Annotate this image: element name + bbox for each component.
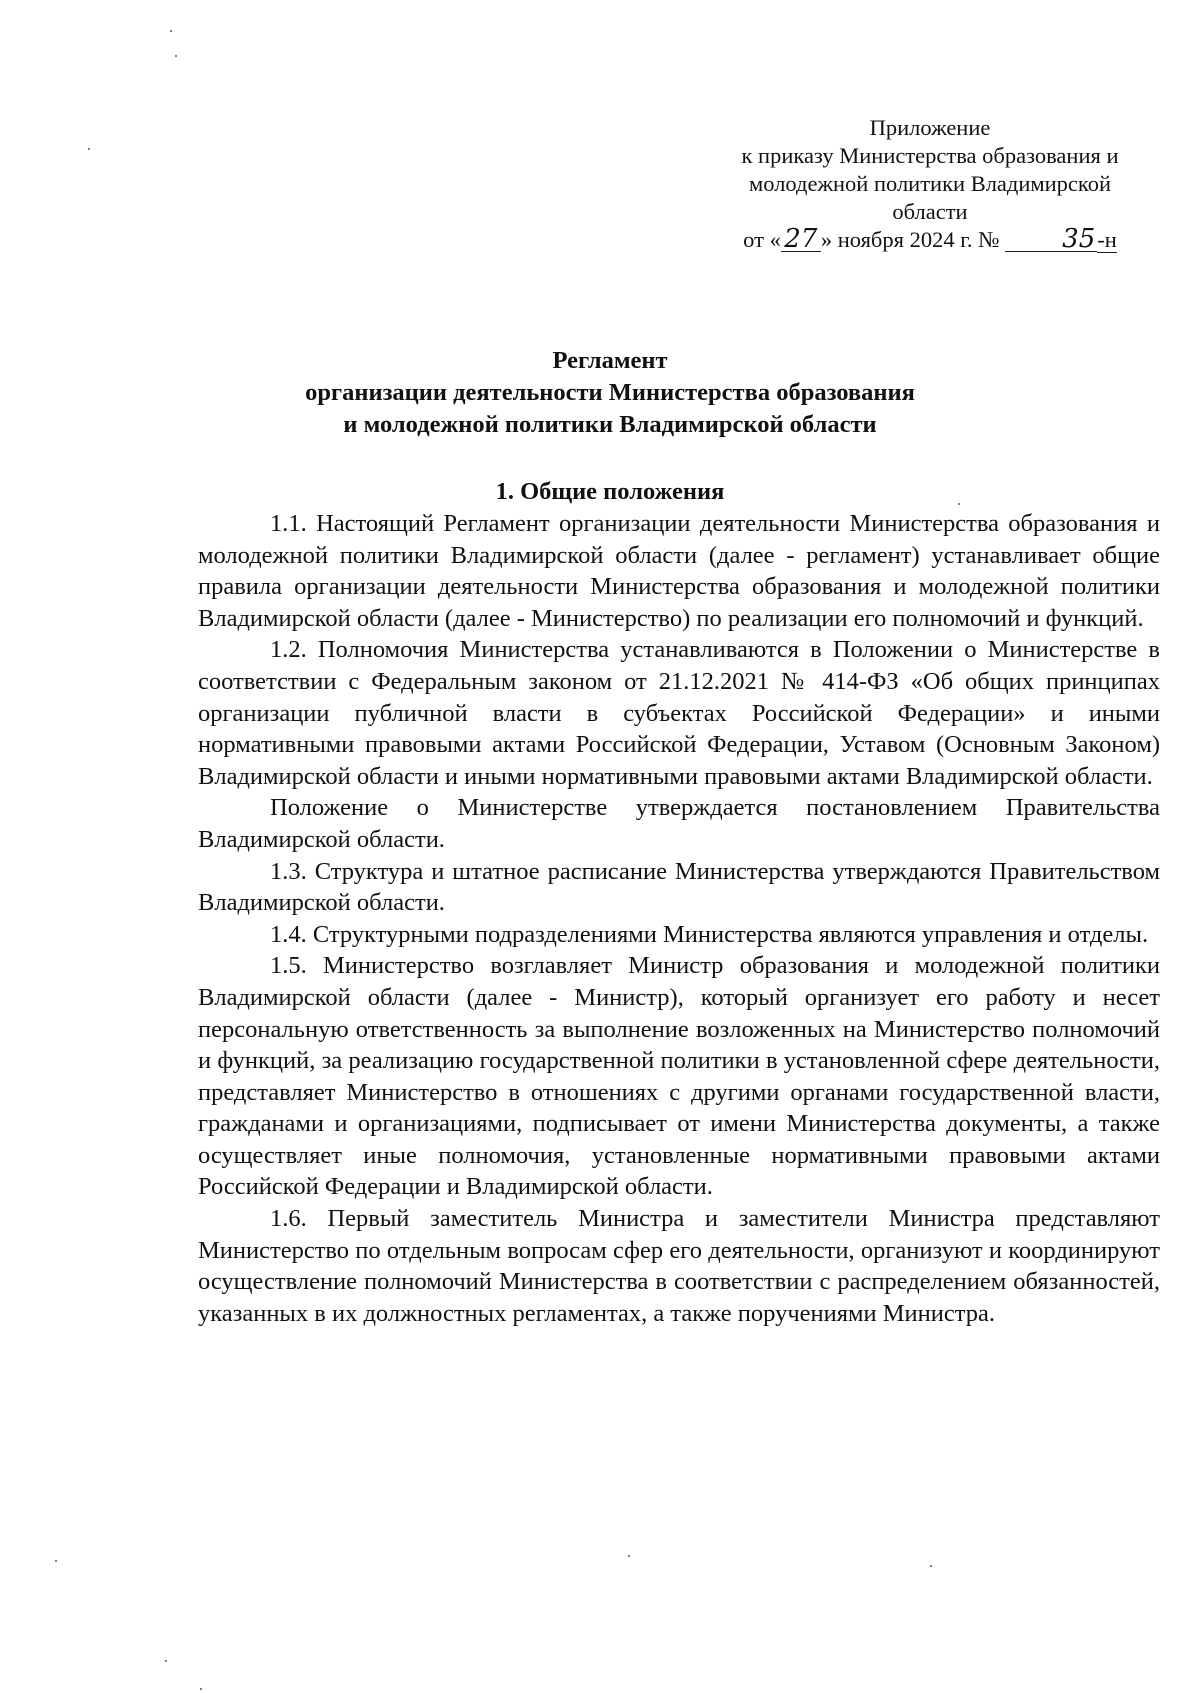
scan-speck xyxy=(930,1565,932,1567)
scan-speck xyxy=(55,1560,57,1562)
section-heading: 1. Общие положения xyxy=(495,478,725,505)
date-middle: » ноября 2024 г. № xyxy=(820,227,1000,252)
scan-speck xyxy=(958,503,960,505)
handwritten-day: 27 xyxy=(781,227,821,252)
appendix-date-line xyxy=(720,226,1140,254)
paragraph-1-1: 1.1. Настоящий Регламент организации деятельности Министерства образования и молодежной политики Владимирской области (далее - регламент) устанавливает общие правила организации деятельности Министерства образования и молодежной политики Владимирской области (далее - Министерство) по реализации его полномочий и функций. xyxy=(198,510,1160,632)
paragraph-1-4: 1.4. Структурными подразделениями Министерства являются управления и отделы. xyxy=(270,920,1149,948)
appendix-label: Приложение xyxy=(869,115,991,140)
title-line-3: и молодежной политики Владимирской области xyxy=(343,411,877,438)
scan-speck xyxy=(88,148,90,150)
paragraph-1-3: 1.3. Структура и штатное расписание Министерства утверждаются Правительством Владимирской области. xyxy=(198,857,1160,917)
scan-speck xyxy=(628,1555,630,1557)
paragraph-1-2: 1.2. Полномочия Министерства устанавливаются в Положении о Министерстве в соответствии с Федеральным законом от 21.12.2021 № 414-ФЗ «Об общих принципах организации публичной власти в субъектах Российской Федерации» и иными нормативными правовыми актами Российской Федерации, Уставом (Основным Законом) Владимирской области и иными нормативными правовыми актами Владимирской области. xyxy=(198,636,1160,790)
appendix-order-ref-line1: к приказу Министерства образования и xyxy=(741,143,1119,168)
scan-speck xyxy=(175,55,177,57)
doc-number-suffix: -н xyxy=(1097,227,1117,252)
date-prefix: от « xyxy=(743,227,781,252)
document-title xyxy=(200,345,1020,441)
appendix-order-ref-line2: молодежной политики Владимирской xyxy=(749,171,1111,196)
title-line-1: Регламент xyxy=(552,347,668,374)
title-line-2: организации деятельности Министерства образования xyxy=(305,379,915,406)
scan-speck xyxy=(170,30,172,32)
scan-speck xyxy=(165,1660,167,1662)
paragraph-1-5: 1.5. Министерство возглавляет Министр образования и молодежной политики Владимирской области (далее - Министр), который организует его работу и несет персональную ответственность за выполнение возложенных на Министерство полномочий и функций, за реализацию государственной политики в установленной сфере деятельности, представляет Министерство в отношениях с другими органами государственной власти, гражданами и организациями, подписывает от имени Министерства документы, а также осуществляет иные полномочия, установленные нормативными правовыми актами Российской Федерации и Владимирской области. xyxy=(198,952,1160,1201)
paragraph-1-2-note: Положение о Министерстве утверждается постановлением Правительства Владимирской области. xyxy=(198,794,1160,853)
document-body xyxy=(198,508,1160,1329)
appendix-order-ref-line3: области xyxy=(892,199,968,224)
paragraph-1-6: 1.6. Первый заместитель Министра и заместители Министра представляют Министерство по отдельным вопросам сфер его деятельности, организуют и координируют осуществление полномочий Министерства в соответствии с распределением обязанностей, указанных в их должностных регламентах, а также поручениями Министра. xyxy=(198,1205,1160,1327)
appendix-block xyxy=(720,114,1140,254)
handwritten-doc-number: 35 xyxy=(1005,227,1097,252)
scan-speck xyxy=(200,1688,202,1690)
